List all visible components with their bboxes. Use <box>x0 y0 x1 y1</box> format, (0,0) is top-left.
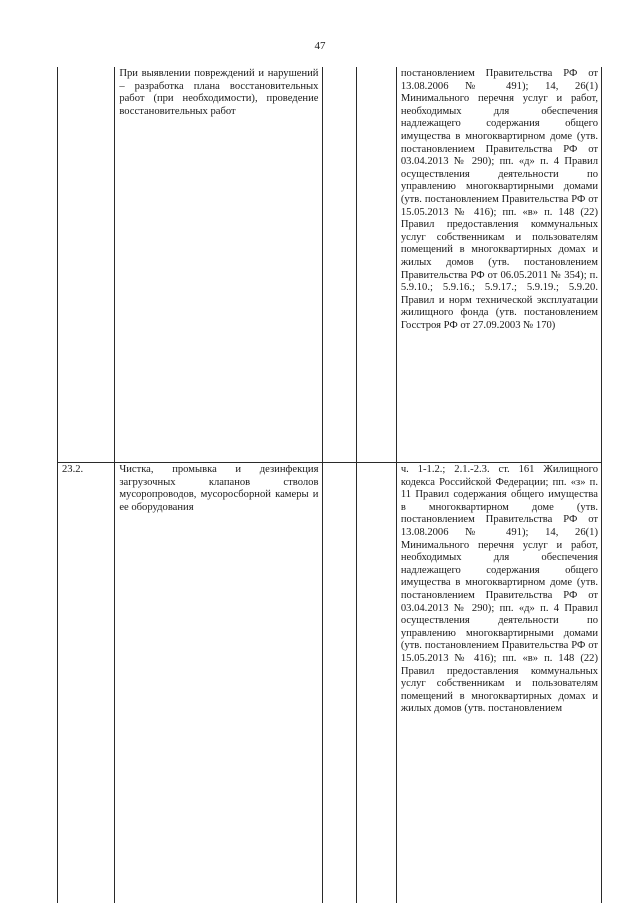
item-number-cell: 23.2. <box>58 463 115 904</box>
table-row <box>58 67 602 463</box>
work-description-cell: При выявлении повреждений и нарушений – разработка плана восстановительных работ (при необходимости), проведение восстановительных работ <box>115 67 323 463</box>
work-description-cell: Чистка, промывка и дезинфекция загрузочных клапанов стволов мусоропроводов, мусоросборной камеры и ее оборудования <box>115 463 323 904</box>
empty-cell <box>356 463 396 904</box>
regulation-table <box>57 67 602 903</box>
table-row <box>58 463 602 904</box>
empty-cell <box>323 67 356 463</box>
item-number-cell <box>58 67 115 463</box>
page-number: 47 <box>314 40 326 52</box>
legal-basis-cell: ч. 1-1.2.; 2.1.-2.3. ст. 161 Жилищного кодекса Российской Федерации; пп. «з» п. 11 Правил содержания общего имущества в многоквартирном доме (утв. постановлением Правительства РФ от 13.08.2006 № 491); 14, 26(1) Минимального перечня услуг и работ, необходимых для обеспечения надлежащего содержания общего имущества в многоквартирном доме (утв. постановлением Правительства РФ от 03.04.2013 № 290); пп. «д» п. 4 Правил осуществления деятельности по управлению многоквартирными домами (утв. постановлением Правительства РФ от 15.05.2013 № 416); пп. «в» п. 148 (22) Правил предоставления коммунальных услуг собственникам и пользователям помещений в многоквартирных домах и жилых домов (утв. постановлением <box>396 463 601 904</box>
empty-cell <box>323 463 356 904</box>
legal-basis-cell: постановлением Правительства РФ от 13.08.2006 № 491); 14, 26(1) Минимального перечня услуг и работ, необходимых для обеспечения надлежащего содержания общего имущества в многоквартирном доме (утв. постановлением Правительства РФ от 03.04.2013 № 290); пп. «д» п. 4 Правил осуществления деятельности по управлению многоквартирными домами (утв. постановлением Правительства РФ от 15.05.2013 № 416); пп. «в» п. 148 (22) Правил предоставления коммунальных услуг собственникам и пользователям помещений в многоквартирных домах и жилых домов (утв. постановлением Правительства РФ от 06.05.2011 № 354); п. 5.9.10.; 5.9.16.; 5.9.17.; 5.9.19.; 5.9.20. Правил и норм технической эксплуатации жилищного фонда (утв. постановлением Госстроя РФ от 27.09.2003 № 170) <box>396 67 601 463</box>
empty-cell <box>356 67 396 463</box>
